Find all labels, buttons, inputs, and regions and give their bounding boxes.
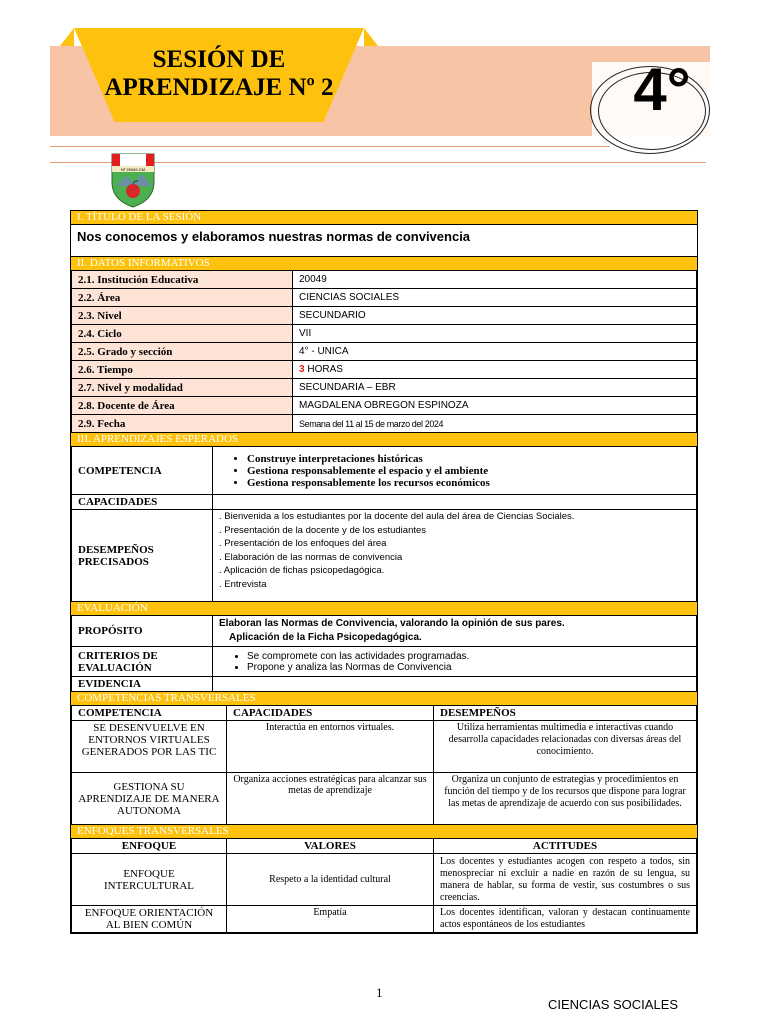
desempenos-list (213, 510, 697, 602)
tiempo-number: 3 (299, 364, 305, 375)
list-item: . Entrevista (219, 578, 267, 590)
section-competencias-transversales-header: COMPETENCIAS TRANSVERSALES (71, 692, 697, 705)
table-row (72, 271, 697, 289)
list-item: • Se compromete con las actividades programadas. (247, 651, 690, 662)
table-row (72, 721, 697, 773)
table-row (72, 361, 697, 379)
page-number: 1 (376, 985, 383, 1000)
column-header: ACTITUDES (434, 839, 697, 854)
table-cell: SE DESENVUELVE EN ENTORNOS VIRTUALES GENERADOS POR LAS TIC (72, 721, 227, 773)
proposito-label: PROPÓSITO (72, 616, 213, 647)
table-cell: Los docentes y estudiantes acogen con respeto a todos, sin menospreciar ni excluir a nadie en razón de su lengua, su manera de hablar, su forma de vestir, sus costumbres o sus creencias. (434, 854, 697, 906)
session-document (70, 210, 698, 934)
table-row (72, 616, 697, 647)
table-header-row (72, 839, 697, 854)
aprendizajes-table (71, 446, 697, 602)
criterios-list (219, 651, 690, 673)
list-item: • Propone y analiza las Normas de Convivencia (247, 662, 690, 673)
header-rule-1 (50, 146, 610, 147)
datos-value: MAGDALENA OBREGON ESPINOZA (293, 397, 697, 415)
competencia-list (219, 453, 690, 489)
table-cell: Los docentes identifican, valoran y destacan continuamente actos espontáneos de los estudiantes (434, 906, 697, 933)
table-row (72, 397, 697, 415)
evaluacion-table (71, 615, 697, 692)
school-logo (108, 152, 158, 208)
column-header: ENFOQUE (72, 839, 227, 854)
datos-label: 2.4. Ciclo (72, 325, 293, 343)
datos-value: 20049 (293, 271, 697, 289)
section-aprendizajes-header: III. APRENDIZAJES ESPERADOS (71, 433, 697, 446)
svg-text:Nº 20049 CM: Nº 20049 CM (121, 167, 145, 172)
banner-corner-right (364, 28, 378, 46)
datos-value: 4° - UNICA (293, 343, 697, 361)
session-heading-line1: SESIÓN DE (152, 46, 286, 73)
table-cell: Empatía (227, 906, 434, 933)
datos-table (71, 270, 697, 433)
datos-label: 2.5. Grado y sección (72, 343, 293, 361)
footer-area-label: CIENCIAS SOCIALES (548, 997, 679, 1012)
datos-label: 2.2. Área (72, 289, 293, 307)
list-item: . Bienvenida a los estudiantes por la docente del aula del área de Ciencias Sociales. (219, 511, 575, 522)
table-row (72, 307, 697, 325)
grade-badge: 4° (633, 56, 691, 123)
capacidades-value (213, 495, 697, 510)
datos-value: VII (293, 325, 697, 343)
table-row (72, 495, 697, 510)
column-header: COMPETENCIA (72, 706, 227, 721)
table-row (72, 510, 697, 602)
list-item: • Construye interpretaciones históricas (247, 453, 690, 465)
datos-value: Semana del 11 al 15 de marzo del 2024 (293, 415, 697, 433)
datos-value (293, 361, 697, 379)
table-row (72, 773, 697, 825)
competencias-transversales-table (71, 705, 697, 825)
list-item: . Elaboración de las normas de convivencia (219, 551, 403, 563)
capacidades-label: CAPACIDADES (72, 495, 213, 510)
datos-label: 2.7. Nivel y modalidad (72, 379, 293, 397)
section-enfoques-header: ENFOQUES TRANSVERSALES (71, 825, 697, 838)
list-item: . Aplicación de fichas psicopedagógica. (219, 565, 385, 577)
table-row (72, 854, 697, 906)
column-header: DESEMPEÑOS (434, 706, 697, 721)
table-row (72, 906, 697, 933)
datos-value: CIENCIAS SOCIALES (293, 289, 697, 307)
column-header: CAPACIDADES (227, 706, 434, 721)
table-cell: Utiliza herramientas multimedia e interactivas cuando desarrolla capacidades relacionadas con diversas áreas del conocimiento. (434, 721, 697, 773)
table-header-row (72, 706, 697, 721)
table-row (72, 647, 697, 677)
datos-label: 2.9. Fecha (72, 415, 293, 433)
table-cell: GESTIONA SU APRENDIZAJE DE MANERA AUTONOMA (72, 773, 227, 825)
datos-label: 2.6. Tiempo (72, 361, 293, 379)
banner-corner-left (60, 28, 74, 46)
section-datos-header: II. DATOS INFORMATIVOS (71, 256, 697, 270)
table-row (72, 379, 697, 397)
enfoques-table (71, 838, 697, 933)
table-row (72, 343, 697, 361)
datos-label: 2.8. Docente de Área (72, 397, 293, 415)
table-row (72, 415, 697, 433)
list-item: . Presentación de la docente y de los estudiantes (219, 524, 427, 536)
session-title: Nos conocemos y elaboramos nuestras normas de convivencia (71, 224, 697, 256)
list-item: • Gestiona responsablemente el espacio y el ambiente (247, 465, 690, 477)
datos-value: SECUNDARIO (293, 307, 697, 325)
table-row (72, 289, 697, 307)
proposito-line2: Aplicación de la Ficha Psicopedagógica. (229, 632, 422, 643)
datos-value: SECUNDARIA – EBR (293, 379, 697, 397)
evidencia-label: EVIDENCIA (72, 677, 213, 692)
criterios-label: CRITERIOS DE EVALUACIÓN (72, 647, 213, 677)
proposito-line1: Elaboran las Normas de Convivencia, valorando la opinión de sus pares. (219, 618, 565, 629)
table-cell: Respeto a la identidad cultural (227, 854, 434, 906)
section-title-header: I. TÍTULO DE LA SESIÓN (71, 211, 697, 224)
session-heading-line2: APRENDIZAJE Nº 2 (104, 74, 334, 101)
criterios-list-cell (213, 647, 697, 677)
table-cell: ENFOQUE ORIENTACIÓN AL BIEN COMÚN (72, 906, 227, 933)
table-row (72, 325, 697, 343)
table-cell: Interactúa en entornos virtuales. (227, 721, 434, 773)
evidencia-value (213, 677, 697, 692)
column-header: VALORES (227, 839, 434, 854)
table-row (72, 447, 697, 495)
table-cell: Organiza acciones estratégicas para alcanzar sus metas de aprendizaje (227, 773, 434, 825)
list-item: . Presentación de los enfoques del área (219, 538, 387, 550)
table-cell: ENFOQUE INTERCULTURAL (72, 854, 227, 906)
session-heading (74, 46, 364, 102)
table-row (72, 677, 697, 692)
desempenos-label: DESEMPEÑOS PRECISADOS (72, 510, 213, 602)
competencia-list-cell (213, 447, 697, 495)
tiempo-unit: HORAS (304, 364, 343, 375)
table-cell: Organiza un conjunto de estrategias y procedimientos en función del tiempo y de los recursos que dispone para lograr las metas de aprendizaje de acuerdo con sus posibilidades. (434, 773, 697, 825)
proposito-value (213, 616, 697, 647)
section-evaluacion-header: EVALUACIÓN (71, 602, 697, 615)
competencia-label: COMPETENCIA (72, 447, 213, 495)
datos-label: 2.1. Institución Educativa (72, 271, 293, 289)
list-item: • Gestiona responsablemente los recursos económicos (247, 477, 690, 489)
datos-label: 2.3. Nivel (72, 307, 293, 325)
